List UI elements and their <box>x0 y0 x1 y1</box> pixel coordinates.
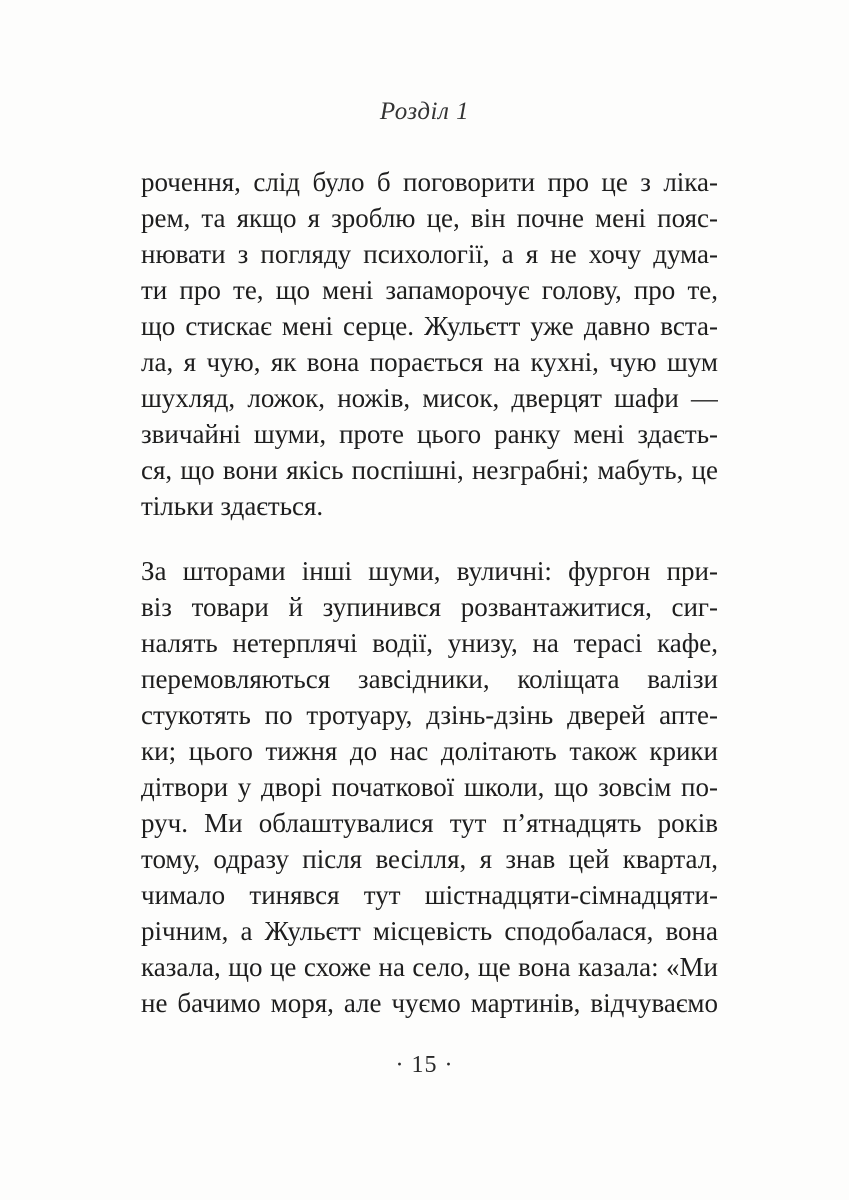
text-line: ти про те, що мені запаморочує голову, про те, <box>141 275 718 305</box>
text-line: стукотять по тротуару, дзінь-дзінь дверей апте- <box>141 700 718 730</box>
text-line: ки; цього тижня до нас долітають також крики <box>141 736 718 766</box>
chapter-heading: Розділ 1 <box>379 98 470 125</box>
text-line: налять нетерплячі водії, унизу, на терасі кафе, <box>141 628 718 658</box>
paragraph <box>141 164 718 524</box>
text-line: ла, я чую, як вона порається на кухні, чую шум <box>141 347 718 377</box>
text-line: чимало тинявся тут шістнадцяти-сімнадцяти- <box>141 880 718 910</box>
text-line: перемовляються завсідники, коліщата валізи <box>141 664 718 694</box>
text-line: казала, що це схоже на село, ще вона казала: «Ми <box>141 952 718 982</box>
text-line: шухляд, ложок, ножів, мисок, дверцят шафи — <box>141 383 718 413</box>
text-line: річним, а Жульєтт місцевість сподобалася, вона <box>141 916 718 946</box>
text-line: звичайні шуми, проте цього ранку мені здаєть- <box>141 419 718 449</box>
text-line: не бачимо моря, але чуємо мартинів, відчуваємо <box>141 988 718 1018</box>
paragraph <box>141 553 718 1021</box>
text-line: віз товари й зупинився розвантажитися, сиг- <box>141 592 718 622</box>
text-line: рочення, слід було б поговорити про це з ліка- <box>141 167 718 197</box>
text-line: ся, що вони якісь поспішні, незграбні; мабуть, це <box>141 455 718 485</box>
text-line: рем, та якщо я зроблю це, він почне мені пояс- <box>141 203 718 233</box>
text-line: тільки здається. <box>141 491 324 521</box>
page-number: · 15 · <box>395 1052 454 1078</box>
text-line: дітвори у дворі початкової школи, що зовсім по- <box>141 772 718 802</box>
text-line: що стискає мені серце. Жульєтт уже давно вста- <box>141 311 718 341</box>
text-line: нювати з погляду психології, а я не хочу дума- <box>141 239 718 269</box>
text-line: тому, одразу після весілля, я знав цей квартал, <box>141 844 718 874</box>
text-line: руч. Ми облаштувалися тут п’ятнадцять років <box>141 808 718 838</box>
text-line: За шторами інші шуми, вуличні: фургон при- <box>141 556 718 586</box>
body-text <box>141 164 718 1021</box>
